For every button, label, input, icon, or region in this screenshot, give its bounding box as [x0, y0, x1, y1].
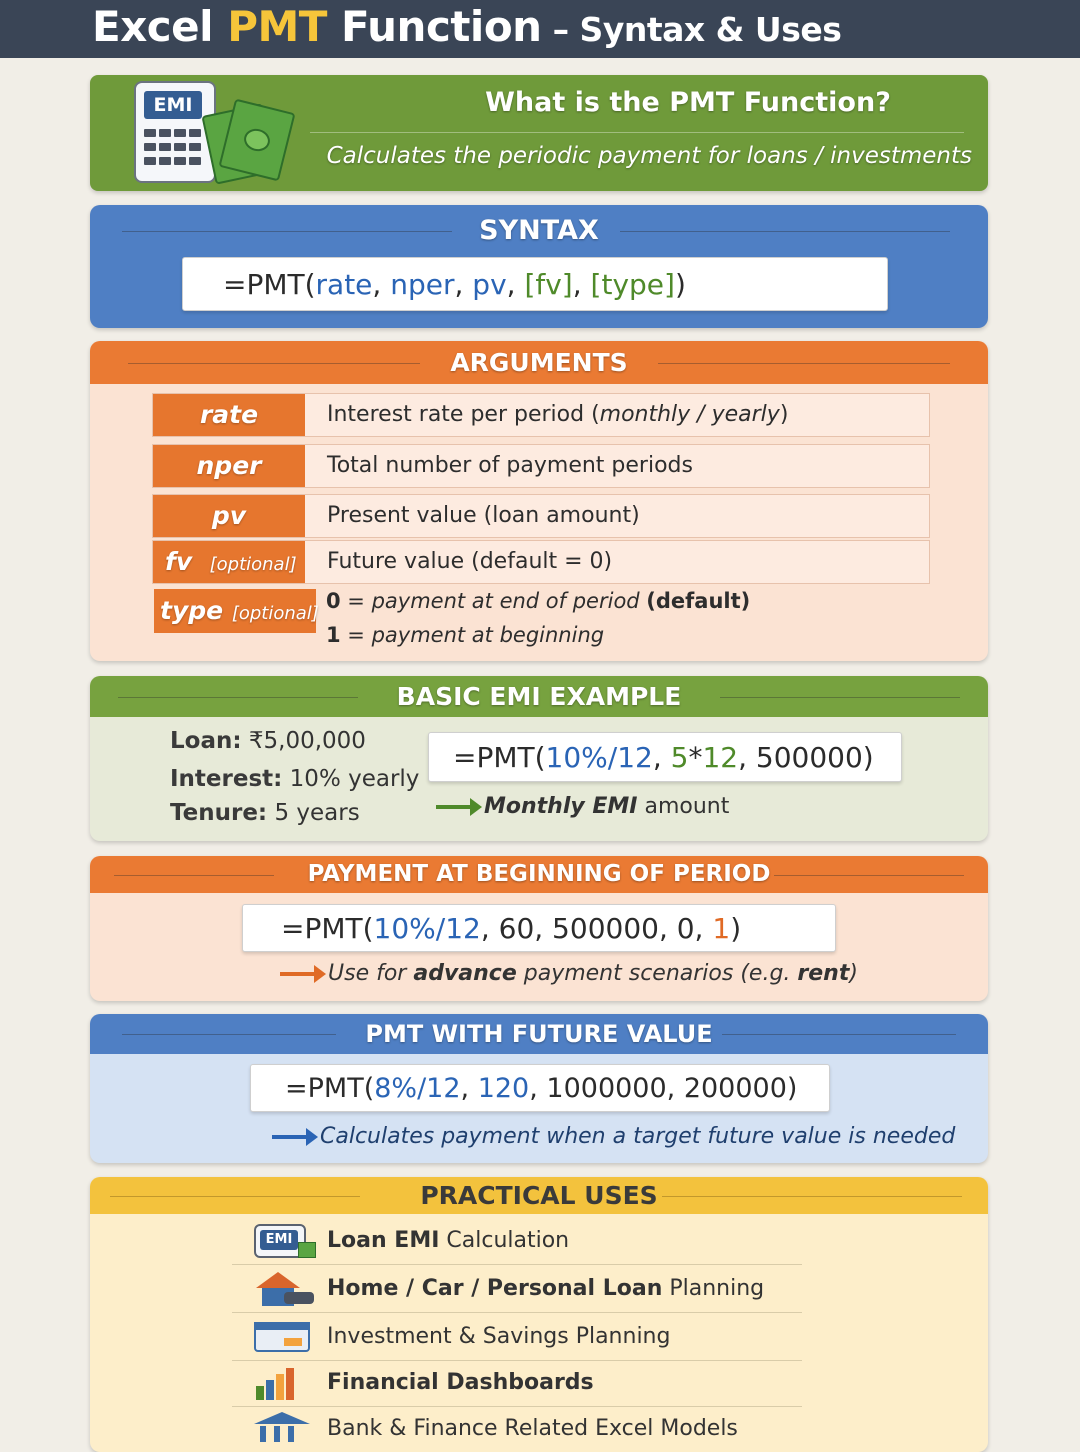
intro-card	[90, 75, 988, 191]
emi-note: Monthly EMI amount	[436, 794, 729, 819]
basic-emi-heading: BASIC EMI EXAMPLE	[90, 676, 988, 717]
argument-key: nper	[153, 445, 305, 487]
title-part: Function	[326, 2, 542, 51]
emi-icon: EMI	[254, 1224, 310, 1258]
use-label: Financial Dashboards	[327, 1370, 594, 1395]
emi-formula: =PMT(10%/12, 5*12, 500000)	[428, 732, 902, 782]
syntax-heading: SYNTAX	[90, 205, 988, 257]
argument-description: Future value (default = 0)	[327, 549, 613, 574]
tenure-detail: Tenure: 5 years	[170, 800, 360, 826]
use-item	[232, 1266, 802, 1313]
intro-description: Calculates the periodic payment for loans / investments	[326, 143, 972, 169]
arrow-right-icon	[272, 1135, 310, 1139]
argument-row-rate	[152, 393, 930, 437]
emi-screen-label: EMI	[144, 91, 202, 119]
future-value-card	[90, 1014, 988, 1163]
arrow-right-icon	[436, 805, 474, 809]
argument-row-pv	[152, 494, 930, 538]
page-title	[92, 2, 841, 51]
future-value-heading: PMT WITH FUTURE VALUE	[90, 1014, 988, 1054]
argument-key: rate	[153, 394, 305, 436]
syntax-card	[90, 205, 988, 328]
argument-key-type: type [optional]	[154, 589, 316, 633]
argument-key: fv [optional]	[153, 541, 305, 583]
beginning-note: Use for advance payment scenarios (e.g. rent)	[280, 961, 858, 986]
argument-description-type-0: 0 = payment at end of period (default)	[326, 589, 751, 613]
savings-icon	[254, 1320, 310, 1354]
argument-description-type-1: 1 = payment at beginning	[326, 623, 605, 647]
argument-description: Total number of payment periods	[327, 453, 693, 478]
intro-question: What is the PMT Function?	[485, 87, 891, 118]
title-highlight: PMT	[227, 2, 327, 51]
argument-key: pv	[153, 495, 305, 537]
page-header	[0, 0, 1080, 58]
use-item	[232, 1314, 802, 1361]
syntax-formula: =PMT(rate, nper, pv, [fv], [type])	[182, 257, 888, 311]
arguments-card	[90, 341, 988, 661]
bar-chart-icon	[254, 1366, 310, 1400]
use-item	[232, 1360, 802, 1407]
interest-detail: Interest: 10% yearly	[170, 766, 420, 792]
future-value-formula: =PMT(8%/12, 120, 1000000, 200000)	[250, 1064, 830, 1112]
future-value-note: Calculates payment when a target future value is needed	[272, 1124, 955, 1149]
practical-uses-heading: PRACTICAL USES	[90, 1177, 988, 1214]
loan-detail: Loan: ₹5,00,000	[170, 728, 366, 754]
payment-beginning-heading: PAYMENT AT BEGINNING OF PERIOD	[90, 856, 988, 893]
payment-beginning-card	[90, 856, 988, 1001]
house-car-icon	[254, 1272, 310, 1306]
argument-description: Interest rate per period (monthly / yearly)	[327, 402, 789, 427]
argument-row-fv	[152, 540, 930, 584]
argument-row-nper	[152, 444, 930, 488]
title-subtitle: – Syntax & Uses	[541, 10, 842, 49]
practical-uses-card	[90, 1177, 988, 1452]
bank-icon	[254, 1412, 310, 1446]
use-label: Home / Car / Personal Loan Planning	[327, 1276, 765, 1301]
calculator-icon	[134, 81, 216, 183]
argument-description: Present value (loan amount)	[327, 503, 640, 528]
beginning-formula: =PMT(10%/12, 60, 500000, 0, 1)	[242, 904, 836, 952]
use-label: Loan EMI Calculation	[327, 1228, 570, 1253]
basic-emi-card	[90, 676, 988, 841]
arrow-right-icon	[280, 972, 318, 976]
title-part: Excel	[92, 2, 228, 51]
arguments-heading: ARGUMENTS	[90, 341, 988, 384]
use-label: Investment & Savings Planning	[327, 1324, 671, 1349]
use-item	[232, 1218, 802, 1265]
use-item	[232, 1406, 802, 1452]
use-label: Bank & Finance Related Excel Models	[327, 1416, 738, 1441]
